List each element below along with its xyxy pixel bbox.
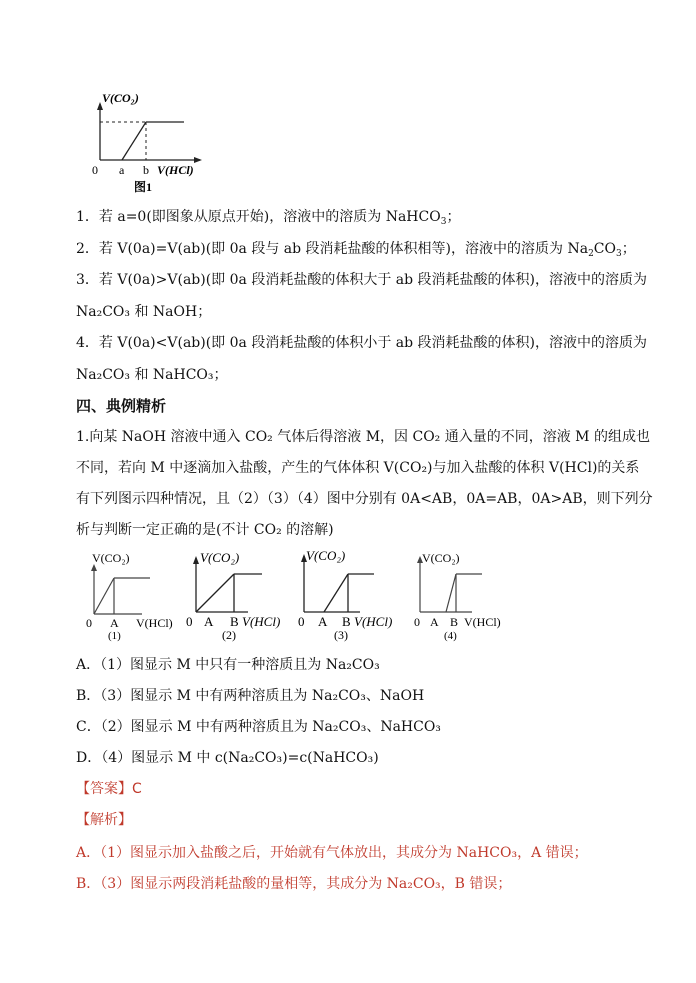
rule-2-end: ； — [621, 241, 636, 257]
graph-2-a: A — [204, 614, 214, 629]
graph-1-ylabel: V(CO₂) — [92, 551, 130, 565]
graph-3-xlabel: V(HCl) — [354, 614, 393, 629]
fig1-a: a — [119, 163, 125, 177]
fig1-caption: 图1 — [134, 180, 153, 194]
graph-2-caption: (2) — [222, 628, 236, 642]
graph-2-xlabel: V(HCl) — [242, 614, 281, 629]
section-title: 四、典例精析 — [76, 397, 167, 415]
rule-3-line-1: 3．若 V(0a)>V(ab)(即 0a 段消耗盐酸的体积大于 ab 段消耗盐酸的体积)，溶液中的溶质为 — [76, 272, 648, 288]
fig1-b: b — [143, 163, 149, 177]
rule-2-mid: CO — [593, 241, 616, 257]
graph-4-origin: 0 — [414, 615, 420, 629]
graph-1-origin: 0 — [86, 616, 92, 630]
answer-value: C — [132, 781, 142, 797]
graph-4-b: B — [450, 615, 459, 629]
graph-4-a: A — [430, 615, 439, 629]
answer-tag: 【答案】 — [76, 781, 132, 797]
graph-4 — [410, 548, 514, 644]
rule-1-sub: 3 — [440, 217, 447, 227]
graph-2-b: B — [230, 614, 239, 629]
rule-2-sub2: 3 — [616, 249, 622, 259]
graph-1-caption: (1) — [108, 630, 121, 642]
question-line-3: 有下列图示四种情况，且（2）（3）（4）图中分别有 0A<AB，0A=AB，0A>AB，则下列分 — [76, 491, 653, 507]
fig1-origin: 0 — [92, 163, 98, 177]
graph-3-a: A — [318, 614, 328, 629]
graph-2-origin: 0 — [186, 614, 193, 629]
option-d: D．（4）图显示 M 中 c(Na₂CO₃)=c(NaHCO₃) — [76, 750, 379, 766]
graph-1-xlabel: V(HCl) — [136, 616, 173, 630]
question-line-1: 1.向某 NaOH 溶液中通入 CO₂ 气体后得溶液 M，因 CO₂ 通入量的不同，溶液 M 的组成也 — [76, 429, 650, 445]
figure-1 — [88, 88, 208, 200]
option-a: A．（1）图显示 M 中只有一种溶质且为 Na₂CO₃ — [76, 657, 380, 673]
analysis-line-b: B．（3）图显示两段消耗盐酸的量相等，其成分为 Na₂CO₃，B 错误； — [76, 876, 512, 892]
graph-4-ylabel: V(CO₂) — [422, 551, 460, 565]
graph-3 — [294, 548, 404, 644]
question-line-2: 不同，若向 M 中逐滴加入盐酸，产生的气体体积 V(CO₂)与加入盐酸的体积 V(HCl)的关系 — [76, 460, 640, 476]
graph-3-origin: 0 — [298, 614, 305, 629]
graph-2-ylabel: V(CO₂) — [200, 550, 240, 565]
fig1-ylabel: V(CO₂) — [102, 91, 139, 105]
rule-4-line-1: 4．若 V(0a)<V(ab)(即 0a 段消耗盐酸的体积小于 ab 段消耗盐酸的体积)，溶液中的溶质为 — [76, 335, 648, 351]
graph-1 — [86, 548, 182, 644]
rule-2 — [76, 239, 636, 259]
graph-2 — [184, 548, 290, 644]
graph-3-b: B — [342, 614, 351, 629]
rule-2-text: 2．若 V(0a)=V(ab)(即 0a 段与 ab 段消耗盐酸的体积相等)，溶液中的溶质为 Na — [76, 241, 589, 257]
rule-3-line-2: Na₂CO₃ 和 NaOH； — [76, 304, 212, 320]
graph-3-caption: (3) — [334, 628, 348, 642]
analysis-tag: 【解析】 — [76, 812, 132, 828]
graph-1-a: A — [110, 616, 119, 630]
graph-3-ylabel: V(CO₂) — [306, 548, 346, 563]
fig1-xlabel: V(HCl) — [157, 163, 194, 177]
option-c: C．（2）图显示 M 中有两种溶质且为 Na₂CO₃、NaHCO₃ — [76, 719, 441, 735]
analysis-line-a: A．（1）图显示加入盐酸之后，开始就有气体放出，其成分为 NaHCO₃，A 错误； — [76, 845, 588, 861]
rule-1-end: ； — [446, 209, 461, 225]
rule-2-sub: 2 — [588, 249, 594, 259]
answer-line — [76, 779, 142, 799]
analysis-header — [76, 810, 132, 830]
rule-1 — [76, 207, 460, 227]
question-line-4: 析与判断一定正确的是(不计 CO₂ 的溶解) — [76, 522, 334, 538]
graph-4-caption: (4) — [444, 630, 457, 642]
rule-1-text: 1．若 a=0(即图象从原点开始)，溶液中的溶质为 NaHCO — [76, 209, 441, 225]
graph-4-xlabel: V(HCl) — [464, 615, 501, 629]
option-b: B．（3）图显示 M 中有两种溶质且为 Na₂CO₃、NaOH — [76, 688, 425, 704]
rule-4-line-2: Na₂CO₃ 和 NaHCO₃； — [76, 367, 228, 383]
